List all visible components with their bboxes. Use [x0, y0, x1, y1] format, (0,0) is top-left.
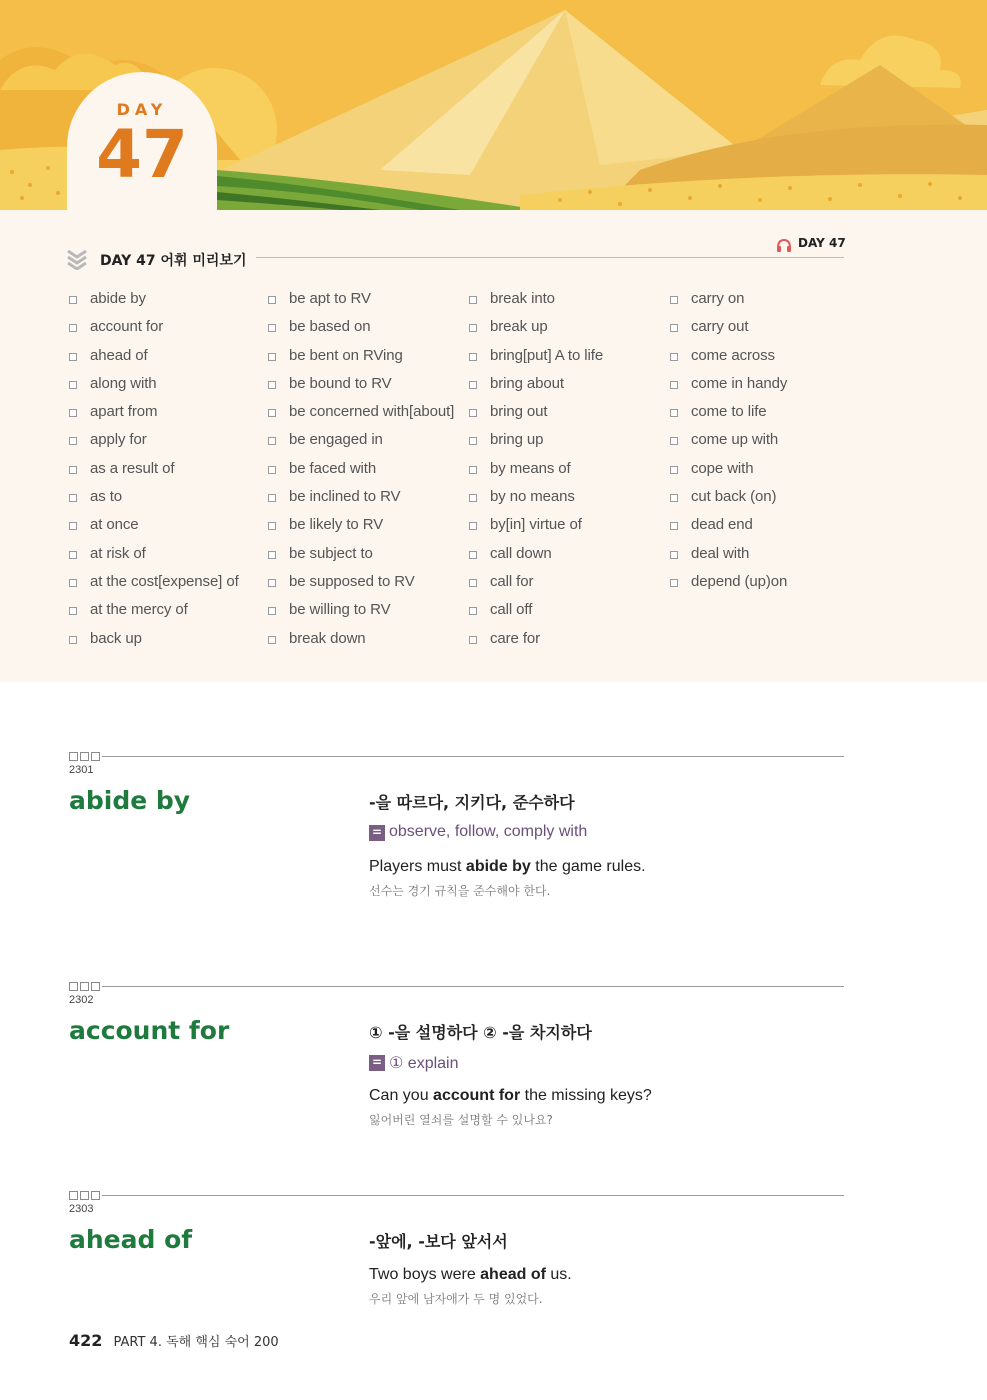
preview-item-label: ahead of — [90, 346, 148, 364]
preview-item[interactable] — [670, 488, 870, 516]
checkbox[interactable] — [268, 324, 276, 332]
preview-item[interactable] — [670, 318, 870, 346]
entry-number: 2301 — [69, 764, 94, 776]
preview-item-label: by no means — [490, 488, 575, 506]
meaning: -앞에, -보다 앞서서 — [369, 1232, 508, 1251]
preview-item[interactable] — [469, 403, 669, 431]
checkbox[interactable] — [69, 607, 77, 615]
preview-item[interactable] — [469, 431, 669, 459]
preview-item[interactable] — [69, 488, 269, 516]
synonym-badge: = — [369, 825, 385, 841]
divider — [102, 756, 844, 757]
meaning: ① -을 설명하다 ② -을 차지하다 — [369, 1023, 592, 1042]
preview-item-label: as a result of — [90, 459, 175, 477]
preview-column-1 — [69, 290, 269, 658]
preview-item[interactable] — [69, 290, 269, 318]
preview-item[interactable] — [69, 403, 269, 431]
preview-item[interactable] — [69, 601, 269, 629]
checkbox[interactable] — [69, 551, 77, 559]
review-checkbox[interactable] — [80, 1191, 89, 1200]
checkbox[interactable] — [670, 551, 678, 559]
preview-item[interactable] — [670, 545, 870, 573]
checkbox[interactable] — [469, 607, 477, 615]
preview-column-2 — [268, 290, 468, 658]
checkbox[interactable] — [69, 296, 77, 304]
preview-item[interactable] — [268, 545, 468, 573]
preview-item[interactable] — [469, 290, 669, 318]
checkbox[interactable] — [670, 522, 678, 530]
preview-item-label: at once — [90, 516, 139, 534]
checkbox[interactable] — [469, 579, 477, 587]
checkbox[interactable] — [469, 551, 477, 559]
vocab-preview-panel — [0, 210, 987, 682]
preview-item[interactable] — [268, 516, 468, 544]
day-number: 47 — [96, 116, 188, 193]
preview-item-label: be engaged in — [289, 431, 383, 449]
checkbox[interactable] — [268, 579, 276, 587]
checkbox[interactable] — [268, 466, 276, 474]
preview-item-label: call off — [490, 601, 533, 619]
preview-item[interactable] — [69, 460, 269, 488]
preview-column-3 — [469, 290, 669, 658]
preview-item[interactable] — [469, 460, 669, 488]
preview-item[interactable] — [469, 318, 669, 346]
synonym-text: observe, follow, comply with — [389, 823, 588, 840]
review-checkbox[interactable] — [69, 982, 78, 991]
preview-item-label: break up — [490, 318, 548, 336]
preview-item-label: back up — [90, 629, 142, 647]
preview-item-label: by[in] virtue of — [490, 516, 582, 534]
checkbox[interactable] — [268, 353, 276, 361]
checkbox[interactable] — [670, 579, 678, 587]
preview-item-label: apart from — [90, 403, 158, 421]
entry-number: 2302 — [69, 994, 94, 1006]
preview-item-label: call for — [490, 572, 534, 590]
checkbox[interactable] — [469, 494, 477, 502]
preview-item-label: as to — [90, 488, 123, 506]
example-highlight: abide by — [465, 858, 531, 875]
review-checkbox[interactable] — [91, 752, 100, 761]
chevron-down-icon — [66, 248, 88, 270]
divider — [102, 1195, 844, 1196]
preview-title: DAY 47 어휘 미리보기 — [100, 253, 247, 269]
preview-item-label: care for — [490, 629, 541, 647]
preview-item-label: be subject to — [289, 544, 373, 562]
preview-item[interactable] — [670, 460, 870, 488]
preview-item-label: come in handy — [691, 374, 788, 392]
preview-item-label: by means of — [490, 459, 571, 477]
preview-item[interactable] — [469, 488, 669, 516]
preview-item-label: call down — [490, 544, 552, 562]
example-translation: 우리 앞에 남자애가 두 명 있었다. — [369, 1292, 543, 1306]
preview-item[interactable] — [268, 573, 468, 601]
preview-item[interactable] — [469, 601, 669, 629]
preview-item-label: come to life — [691, 403, 767, 421]
preview-item[interactable] — [268, 403, 468, 431]
checkbox[interactable] — [469, 409, 477, 417]
example-sentence: Two boys were ahead of us. — [369, 1266, 572, 1283]
checkbox[interactable] — [69, 636, 77, 644]
preview-item[interactable] — [469, 347, 669, 375]
preview-item[interactable] — [670, 431, 870, 459]
checkbox[interactable] — [268, 494, 276, 502]
checkbox[interactable] — [670, 437, 678, 445]
meaning: -을 따르다, 지키다, 준수하다 — [369, 793, 575, 812]
preview-item-label: deal with — [691, 544, 750, 562]
preview-item-label: bring out — [490, 403, 548, 421]
checkbox[interactable] — [69, 522, 77, 530]
audio-label: DAY 47 — [798, 236, 846, 250]
checkbox[interactable] — [268, 296, 276, 304]
synonym-badge: = — [369, 1055, 385, 1071]
preview-item-label: bring up — [490, 431, 544, 449]
preview-item-label: depend (up)on — [691, 572, 788, 590]
checkbox[interactable] — [469, 522, 477, 530]
preview-item[interactable] — [268, 375, 468, 403]
preview-item[interactable] — [69, 347, 269, 375]
checkbox[interactable] — [670, 409, 678, 417]
preview-item-label: break into — [490, 290, 555, 307]
day-banner — [0, 0, 987, 210]
checkbox[interactable] — [69, 324, 77, 332]
preview-item-label: be supposed to RV — [289, 572, 415, 590]
preview-item-label: bring about — [490, 374, 564, 392]
part-title: PART 4. 독해 핵심 숙어 200 — [113, 1335, 279, 1350]
preview-item[interactable] — [69, 375, 269, 403]
preview-item-label: carry out — [691, 318, 749, 336]
preview-item-label: be faced with — [289, 459, 377, 477]
preview-item-label: cut back (on) — [691, 488, 777, 506]
checkbox[interactable] — [268, 551, 276, 559]
example-translation: 잃어버린 열쇠를 설명할 수 있나요? — [369, 1113, 553, 1127]
preview-item-label: apply for — [90, 431, 147, 449]
checkbox[interactable] — [469, 466, 477, 474]
checkbox[interactable] — [670, 466, 678, 474]
preview-item-label: be likely to RV — [289, 516, 384, 534]
checkbox[interactable] — [268, 381, 276, 389]
preview-item-label: abide by — [90, 290, 146, 307]
checkbox[interactable] — [670, 353, 678, 361]
preview-item-label: be inclined to RV — [289, 488, 401, 506]
preview-item-label: along with — [90, 374, 157, 392]
preview-item-label: at the cost[expense] of — [90, 572, 239, 590]
preview-item[interactable] — [469, 516, 669, 544]
checkbox[interactable] — [69, 353, 77, 361]
example-sentence: Players must abide by the game rules. — [369, 858, 646, 875]
headphones-icon — [776, 238, 792, 252]
preview-item[interactable] — [69, 516, 269, 544]
divider — [102, 986, 844, 987]
entry-number: 2303 — [69, 1203, 94, 1215]
preview-item-label: at risk of — [90, 544, 146, 562]
preview-item[interactable] — [268, 601, 468, 629]
preview-item[interactable] — [69, 545, 269, 573]
review-checkbox[interactable] — [80, 982, 89, 991]
checkbox[interactable] — [469, 636, 477, 644]
example-translation: 선수는 경기 규칙을 준수해야 한다. — [369, 884, 551, 898]
preview-item-label: be willing to RV — [289, 601, 391, 619]
preview-item-label: bring[put] A to life — [490, 346, 604, 364]
preview-item[interactable] — [670, 375, 870, 403]
preview-item-label: be bent on RVing — [289, 346, 403, 364]
preview-item-label: be based on — [289, 318, 371, 336]
example-highlight: ahead of — [480, 1266, 546, 1283]
day-badge — [67, 72, 217, 210]
review-checkbox[interactable] — [69, 752, 78, 761]
checkbox[interactable] — [469, 353, 477, 361]
checkbox[interactable] — [469, 324, 477, 332]
example-sentence: Can you account for the missing keys? — [369, 1087, 652, 1104]
headword: abide by — [69, 786, 191, 815]
page-number: 422 — [69, 1331, 103, 1350]
preview-item[interactable] — [69, 318, 269, 346]
checkbox[interactable] — [670, 494, 678, 502]
checkbox[interactable] — [268, 636, 276, 644]
preview-item[interactable] — [268, 488, 468, 516]
preview-item-label: break down — [289, 629, 366, 647]
checkbox[interactable] — [469, 296, 477, 304]
preview-item-label: come across — [691, 346, 775, 364]
review-checkbox[interactable] — [80, 752, 89, 761]
preview-item-label: carry on — [691, 290, 745, 307]
preview-item-label: dead end — [691, 516, 753, 534]
preview-item[interactable] — [268, 290, 468, 318]
preview-column-4 — [670, 290, 870, 601]
preview-item[interactable] — [670, 347, 870, 375]
checkbox[interactable] — [268, 607, 276, 615]
checkbox[interactable] — [69, 494, 77, 502]
review-checkbox[interactable] — [91, 1191, 100, 1200]
checkbox[interactable] — [69, 437, 77, 445]
day-label: DAY — [116, 100, 168, 119]
headword: account for — [69, 1016, 230, 1045]
preview-item[interactable] — [670, 403, 870, 431]
preview-item-label: be apt to RV — [289, 290, 371, 307]
checkbox[interactable] — [670, 324, 678, 332]
review-checkbox[interactable] — [91, 982, 100, 991]
preview-item-label: be concerned with[about] — [289, 403, 455, 421]
checkbox[interactable] — [69, 579, 77, 587]
divider — [256, 257, 844, 258]
preview-item[interactable] — [469, 573, 669, 601]
preview-item[interactable] — [469, 375, 669, 403]
checkbox[interactable] — [268, 522, 276, 530]
preview-item[interactable] — [268, 630, 468, 658]
checkbox[interactable] — [268, 437, 276, 445]
headword: ahead of — [69, 1225, 193, 1254]
preview-item-label: at the mercy of — [90, 601, 188, 619]
preview-item[interactable] — [69, 630, 269, 658]
preview-item[interactable] — [670, 290, 870, 318]
review-checkbox[interactable] — [69, 1191, 78, 1200]
checkbox[interactable] — [69, 381, 77, 389]
checkbox[interactable] — [69, 466, 77, 474]
checkbox[interactable] — [670, 296, 678, 304]
preview-item[interactable] — [69, 431, 269, 459]
preview-item[interactable] — [268, 460, 468, 488]
preview-item-label: be bound to RV — [289, 374, 392, 392]
checkbox[interactable] — [268, 409, 276, 417]
preview-item[interactable] — [69, 573, 269, 601]
checkbox[interactable] — [69, 409, 77, 417]
preview-item[interactable] — [268, 347, 468, 375]
preview-item[interactable] — [268, 431, 468, 459]
preview-item[interactable] — [670, 516, 870, 544]
preview-item[interactable] — [469, 545, 669, 573]
checkbox[interactable] — [670, 381, 678, 389]
page-footer — [69, 1331, 279, 1350]
preview-item[interactable] — [268, 318, 468, 346]
preview-item-label: account for — [90, 318, 164, 336]
checkbox[interactable] — [469, 437, 477, 445]
synonym-text: ① explain — [389, 1055, 459, 1072]
preview-item-label: cope with — [691, 459, 754, 477]
checkbox[interactable] — [469, 381, 477, 389]
example-highlight: account for — [433, 1087, 521, 1104]
preview-item-label: come up with — [691, 431, 779, 449]
preview-item[interactable] — [469, 630, 669, 658]
preview-item[interactable] — [670, 573, 870, 601]
